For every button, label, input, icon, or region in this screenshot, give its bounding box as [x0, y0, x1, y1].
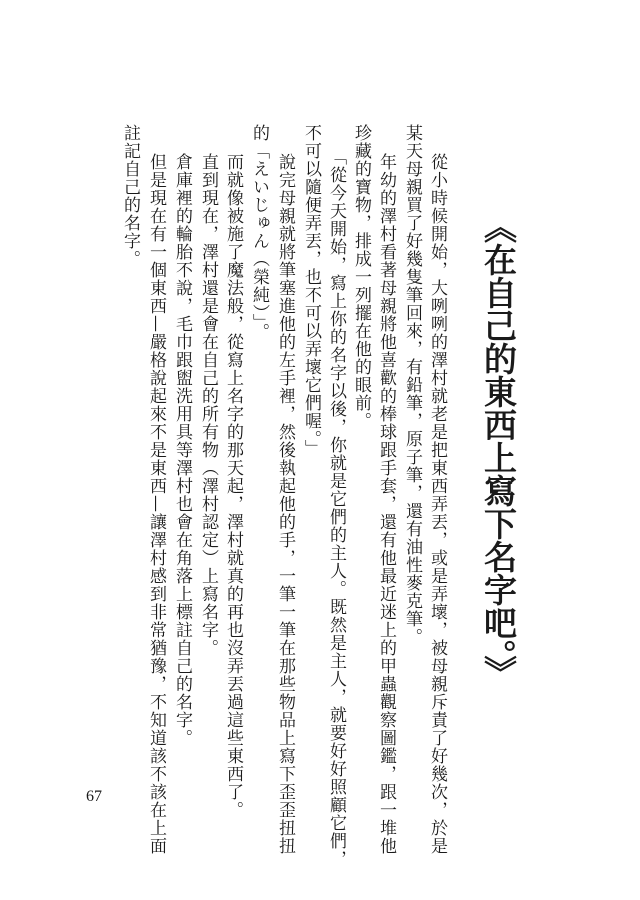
body-column-1: 從小時候開始，大咧咧的澤村就老是把東西弄丟，或是弄壞，被母親斥責了好幾次，於是: [427, 153, 447, 855]
chapter-title: 《在自己的東西上寫下名字吧。》: [479, 210, 518, 689]
body-column-2: 某天母親買了好幾隻筆回來，有鉛筆，原子筆，還有油性麥克筆。: [402, 124, 422, 646]
body-column-13: 註記自己的名字。: [120, 124, 140, 268]
body-column-12: 但是現在有一個東西—嚴格說起來不是東西—讓澤村感到非常猶豫，不知道該不該在上面: [146, 153, 166, 855]
body-column-7: 說完母親就將筆塞進他的左手裡，然後執起他的手，一筆一筆在那些物品上寫下歪歪扭扭: [275, 153, 295, 855]
body-column-11: 倉庫裡的輪胎不說，毛巾跟盥洗用具等澤村也會在角落上標註自己的名字。: [172, 153, 192, 747]
body-column-3: 年幼的澤村看著母親將他喜歡的棒球跟手套，還有他最近迷上的甲蟲觀察圖鑑，跟一堆他: [376, 153, 396, 855]
page-number: 67: [86, 788, 102, 805]
body-column-8: 的「えいじゅん（榮純）」。: [249, 124, 269, 341]
body-column-10: 直到現在，澤村還是會在自己的所有物（澤村認定）上寫名字。: [198, 153, 218, 657]
body-column-5: 「從今天開始，寫上你的名字以後，你就是它們的主人。既然是主人，就要好好照顧它們，: [326, 148, 346, 868]
body-column-4: 珍藏的寶物，排成一列擺在他的眼前。: [351, 124, 371, 430]
body-column-9: 而就像被施了魔法般，從寫上名字的那天起，澤村就真的再也沒弄丟過這些東西了。: [223, 153, 243, 819]
body-column-6: 不可以隨便弄丟，也不可以弄壞它們喔。」: [301, 124, 321, 458]
